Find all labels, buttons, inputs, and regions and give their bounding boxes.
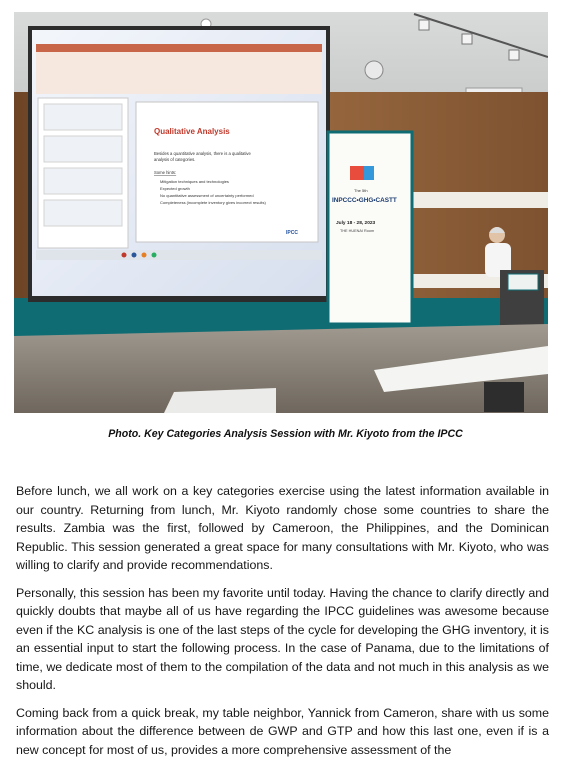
taskbar-icon [132, 253, 137, 258]
slide-bullet: Expected growth [160, 186, 190, 191]
spotlight [419, 20, 429, 30]
article-body [16, 482, 549, 768]
session-photo [14, 12, 548, 413]
thumbnail [44, 104, 122, 130]
ipcc-logo: IPCC [286, 230, 298, 236]
foreground-table [164, 388, 276, 413]
spotlight [462, 34, 472, 44]
banner-line2: INPCCC•GHG•CASTT [332, 197, 397, 204]
paragraph-3: Coming back from a quick break, my table neighbor, Yannick from Cameron, share with us some information about the difference between de GWP and GTP and how this last one, even if is a new concept for most of us, provides a more comprehensive assessment of the [16, 705, 549, 757]
slide-subheading: Some hints: [154, 170, 177, 175]
slide-bullet: No quantitative assessment of uncertainty performed [160, 193, 254, 198]
paragraph-2: Personally, this session has been my favorite until today. Having the chance to clarify directly and quickly doubts that maybe all of us have regarding the IPCC guidelines was awesome because even if the KC analysis is one of the last steps of the cycle for developing the GHG inventory, it is an essential input to start the following process. In the case of Panama, due to the limitations of time, we dedicate most of them to the compilation of the data and not much in this analysis as we should. [16, 585, 549, 692]
thumbnail [44, 200, 122, 226]
taskbar-icon [142, 253, 147, 258]
chair [484, 382, 524, 412]
app-ribbon [36, 52, 322, 94]
banner-line1: The 5th [354, 188, 368, 193]
spotlight [509, 50, 519, 60]
app-titlebar [36, 44, 322, 52]
banner-place: THE HUENAI Room [340, 229, 375, 233]
slide-bullet: Mitigation techniques and technologies [160, 179, 229, 184]
taskbar-icon [152, 253, 157, 258]
slide-intro: analysis of categories. [154, 157, 196, 162]
slide-intro: Besides a quantitative analysis, there is a qualitative [154, 151, 251, 156]
banner-dates: July 18 - 28, 2023 [336, 221, 376, 226]
conference-banner [328, 132, 412, 324]
paragraph-1: Before lunch, we all work on a key categories exercise using the latest information available in our country. Returning from lunch, Mr. Kiyoto randomly chose some countries to share the results. Zambia was the first, followed by Cameroon, the Philippines, and the Dominican Republic. This session generated a great space for many consultations with Mr. Kiyoto, who was willing to clarify and provide recommendations. [16, 484, 549, 572]
thumbnail [44, 168, 122, 194]
photo-caption: Photo. Key Categories Analysis Session with Mr. Kiyoto from the IPCC [108, 428, 463, 440]
taskbar-icon [122, 253, 127, 258]
slide-bullet: Completeness (incomplete inventory gives incorrect results) [160, 200, 266, 205]
thumbnail [44, 136, 122, 162]
podium-sign [508, 274, 538, 290]
ceiling-speaker [365, 61, 383, 79]
taskbar [36, 250, 322, 260]
banner-logo [350, 166, 364, 180]
slide-title: Qualitative Analysis [154, 127, 230, 136]
banner-logo [364, 166, 374, 180]
